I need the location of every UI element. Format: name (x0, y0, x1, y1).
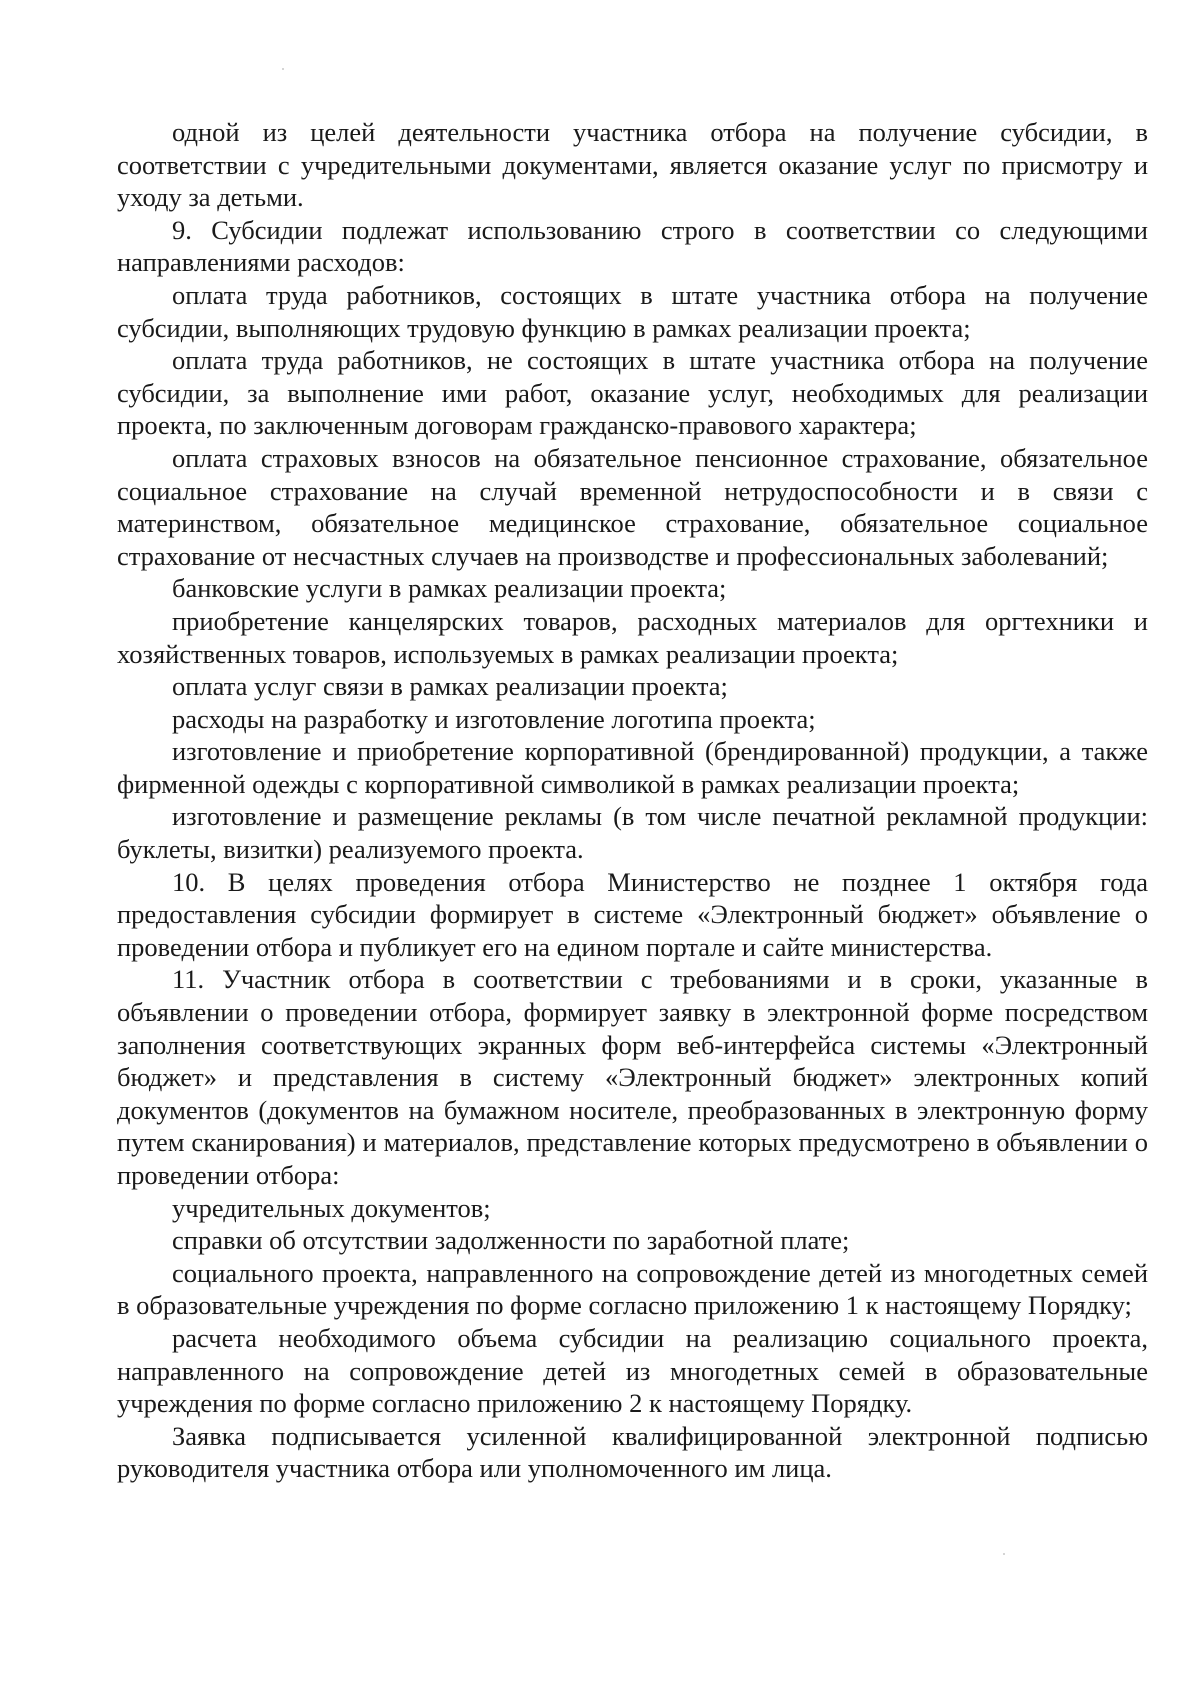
paragraph-branded-products: изготовление и приобретение корпоративной (брендированной) продукции, а также фирменной одежды с корпоративной символикой в рамках реализации проекта; (117, 736, 1148, 799)
paragraph-logo: расходы на разработку и изготовление логотипа проекта; (172, 703, 816, 734)
paragraph-item-9: 9. Субсидии подлежат использованию строго в соответствии со следующими направлениями расходов: (117, 214, 1148, 278)
scan-speck (1003, 1553, 1005, 1555)
paragraph-advertising: изготовление и размещение рекламы (в том числе печатной рекламной продукции: буклеты, визитки) реализуемого проекта. (117, 801, 1148, 865)
paragraph-signature: Заявка подписывается усиленной квалифицированной электронной подписью руководителя участника отбора или уполномоченного им лица. (117, 1420, 1148, 1484)
paragraph-continuation: одной из целей деятельности участника отбора на получение субсидии, в соответствии с учредительными документами, является оказание услуг по присмотру и уходу за детьми. (117, 117, 1148, 213)
paragraph-bank-services: банковские услуги в рамках реализации проекта; (172, 573, 727, 604)
paragraph-insurance: оплата страховых взносов на обязательное пенсионное страхование, обязательное социальное страхование на случай временной нетрудоспособности и в связи с материнством, обязательное медицинское страхование, обязательное социальное страхование от несчастных случаев на производстве и профессиональных заболеваний; (117, 442, 1148, 571)
paragraph-social-project: социального проекта, направленного на сопровождение детей из многодетных семей в образовательные учреждения по форме согласно приложению 1 к настоящему Порядку; (117, 1257, 1148, 1321)
scan-speck (282, 68, 284, 70)
paragraph-item-10: 10. В целях проведения отбора Министерство не позднее 1 октября года предоставления субсидии формирует в системе «Электронный бюджет» объявление о проведении отбора и публикует его на едином портале и сайте министерства. (117, 866, 1148, 962)
paragraph-contractor-pay: оплата труда работников, не состоящих в штате участника отбора на получение субсидии, за выполнение ими работ, оказание услуг, необходимых для реализации проекта, по заключенным договорам гражданско-правового характера; (117, 345, 1148, 441)
paragraph-stationery: приобретение канцелярских товаров, расходных материалов для оргтехники и хозяйственных товаров, используемых в рамках реализации проекта; (117, 605, 1148, 669)
paragraph-subsidy-calculation: расчета необходимого объема субсидии на реализацию социального проекта, направленного на сопровождение детей из многодетных семей в образовательные учреждения по форме согласно приложению 2 к настоящему Порядку. (117, 1322, 1148, 1419)
paragraph-staff-pay: оплата труда работников, состоящих в штате участника отбора на получение субсидии, выполняющих трудовую функцию в рамках реализации проекта; (117, 279, 1148, 343)
document-body (117, 116, 1148, 1485)
paragraph-founding-docs: учредительных документов; (172, 1192, 491, 1223)
paragraph-item-11: 11. Участник отбора в соответствии с требованиями и в сроки, указанные в объявлении о проведении отбора, формирует заявку в электронной форме посредством заполнения соответствующих экранных форм веб-интерфейса системы «Электронный бюджет» и представления в систему «Электронный бюджет» электронных копий документов (документов на бумажном носителе, преобразованных в электронную форму путем сканирования) и материалов, представление которых предусмотрено в объявлении о проведении отбора: (117, 964, 1148, 1190)
paragraph-debt-certificate: справки об отсутствии задолженности по заработной плате; (172, 1225, 850, 1256)
paragraph-communication: оплата услуг связи в рамках реализации проекта; (172, 671, 728, 702)
